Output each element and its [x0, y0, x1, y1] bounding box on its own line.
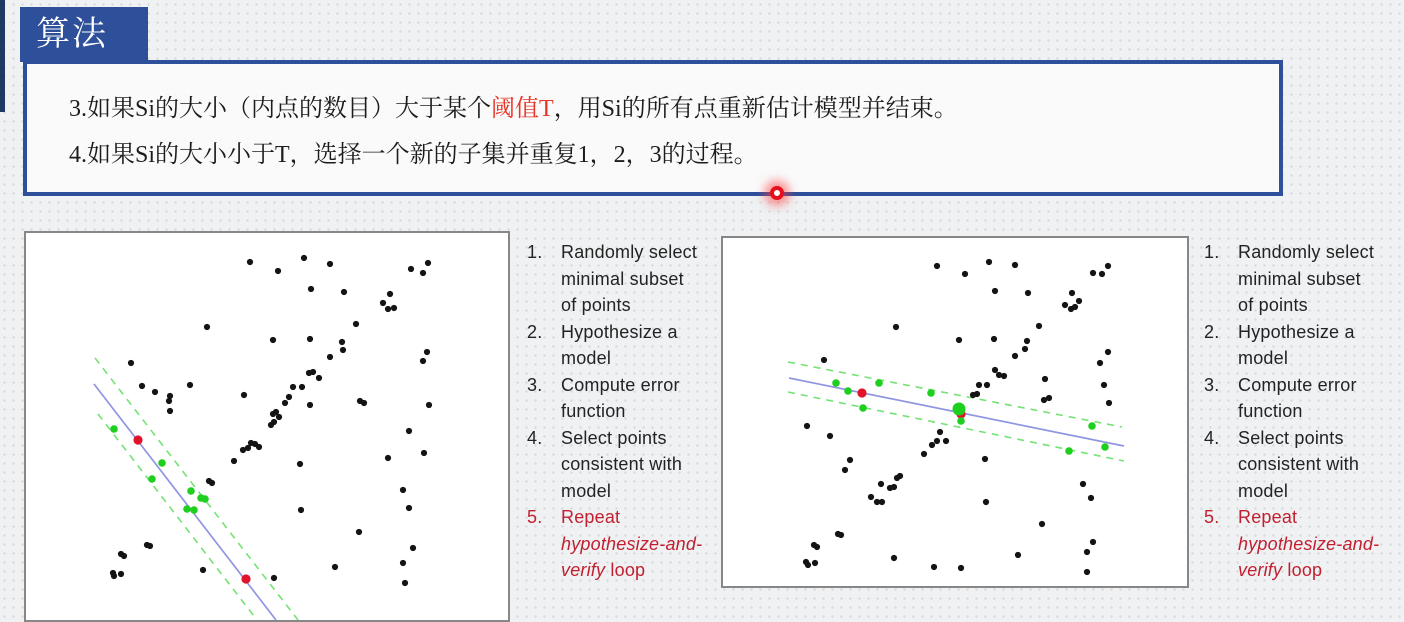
- ransac-figure-right: [721, 236, 1189, 588]
- step-number: 2.: [527, 321, 543, 342]
- step-number: 1.: [1204, 242, 1220, 262]
- algorithm-step-3-line: [69, 95, 958, 123]
- step-label: Repeat hypothesize-and- verify loop: [561, 507, 703, 580]
- ransac-step: [527, 372, 723, 425]
- step-label: Hypothesize a model: [1238, 321, 1355, 368]
- ransac-step: [1204, 372, 1400, 425]
- step-number: 5.: [527, 507, 543, 527]
- ransac-step: [1204, 239, 1400, 319]
- slide-title: 算法: [36, 16, 108, 53]
- step-number: 5.: [1204, 507, 1220, 527]
- step-number: 1.: [527, 242, 543, 262]
- step-label: Randomly select minimal subset of points: [1238, 242, 1375, 315]
- step3-threshold-highlight: 阈值T: [491, 96, 554, 122]
- algorithm-step-4-line: 4.如果Si的大小小于T，选择一个新的子集并重复1，2，3的过程。: [69, 142, 758, 168]
- step-label: Compute error function: [561, 374, 680, 421]
- ransac-step: [1204, 425, 1400, 505]
- step3-pre-text: 3.如果Si的大小（内点的数目）大于某个: [69, 96, 492, 122]
- ransac-step: [1204, 504, 1400, 584]
- step-number: 4.: [1204, 427, 1220, 448]
- ransac-steps-list-left: [527, 239, 723, 584]
- step-label: Select points consistent with model: [561, 427, 683, 501]
- ransac-figure-left: [24, 231, 510, 622]
- step-label: Randomly select minimal subset of points: [561, 242, 698, 315]
- slide-title-box: [20, 7, 148, 62]
- step-number: 4.: [527, 427, 543, 448]
- step-number: 2.: [1204, 321, 1220, 342]
- step-label: Select points consistent with model: [1238, 427, 1360, 501]
- step-label: Hypothesize a model: [561, 321, 678, 368]
- algorithm-text-box: [23, 60, 1283, 196]
- step-number: 3.: [1204, 374, 1220, 395]
- step-label: Repeat hypothesize-and- verify loop: [1238, 507, 1380, 580]
- step-number: 3.: [527, 374, 543, 395]
- ransac-scatter-left: [26, 233, 508, 620]
- slide-edge-strip: [0, 0, 5, 112]
- ransac-step: [527, 425, 723, 505]
- step-label: Compute error function: [1238, 374, 1357, 421]
- ransac-step: [527, 319, 723, 372]
- ransac-step: [527, 239, 723, 319]
- ransac-scatter-right: [723, 238, 1187, 586]
- ransac-step: [1204, 319, 1400, 372]
- ransac-step: [527, 504, 723, 584]
- step3-post-text: ，用Si的所有点重新估计模型并结束。: [553, 96, 958, 122]
- ransac-steps-list-right: [1204, 239, 1400, 584]
- laser-pointer-dot: [770, 186, 784, 200]
